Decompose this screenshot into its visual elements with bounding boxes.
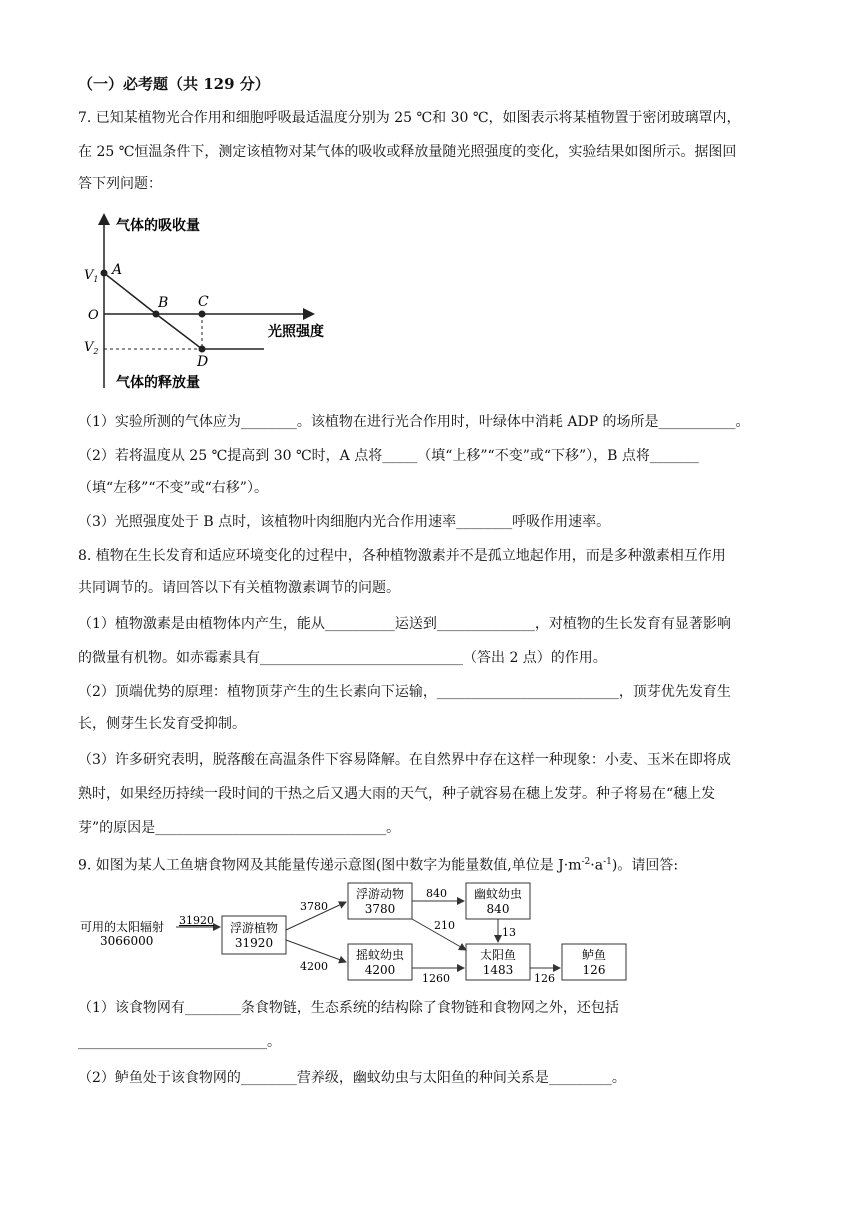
q7-curve <box>104 273 264 349</box>
section-title: （一）必考题（共 129 分） <box>78 75 270 93</box>
q7-sub-2-line-1: （2）若将温度从 25 ℃提高到 30 ℃时，A 点将_____（填“上移”“不变”或“下移”），B 点将_______ <box>78 448 699 464</box>
q9-flow-to-zoo: 3780 <box>300 900 328 913</box>
q9-sub-1-line-1: （1）该食物网有________条食物链，生态系统的结构除了食物链和食物网之外，还包括 <box>78 1000 619 1016</box>
q9-flow-zoo-phantom: 840 <box>426 887 447 900</box>
q8-sub-2-line-1: （2）顶端优势的原理：植物顶芽产生的生长素向下运输，__________________________，顶芽优先发育生 <box>78 684 731 700</box>
q9-node-perch-value: 126 <box>582 963 606 977</box>
q9-node-producer-value: 31920 <box>234 936 274 950</box>
q7-point-d-label: D <box>197 354 209 370</box>
q9-node-phantom-larva-value: 840 <box>486 902 510 916</box>
q7-stem-line-2: 在 25 ℃恒温条件下，测定该植物对某气体的吸收或释放量随光照强度的变化，实验结果如图所示。据图回 <box>78 144 737 160</box>
q7-point-b-label: B <box>158 295 169 311</box>
q7-x-label: 光照强度 <box>268 324 324 340</box>
q9-node-mosquito-larva-name: 摇蚊幼虫 <box>355 948 405 962</box>
q8-sub-3-line-2: 熟时，如果经历持续一段时间的干热之后又遇大雨的天气，种子就容易在穗上发芽。种子将易在“穗上发 <box>78 786 716 802</box>
q9-node-phantom-larva-name: 幽蚊幼虫 <box>473 887 523 901</box>
q7-point-c-label: C <box>198 294 209 310</box>
q9-node-sunfish-name: 太阳鱼 <box>479 948 517 962</box>
q8-sub-3-line-3: 芽”的原因是_________________________________。 <box>78 820 401 836</box>
q7-stem-line-3: 答下列问题： <box>78 176 162 192</box>
q7-v2-label: $V_2$ <box>84 340 99 356</box>
q9-source-value: 3066000 <box>100 934 154 948</box>
q7-sub-3: （3）光照强度处于 B 点时，该植物叶肉细胞内光合作用速率________呼吸作用速率。 <box>78 514 611 530</box>
q9-node-sunfish-value: 1483 <box>482 963 514 977</box>
q8-sub-1-line-2: 的微量有机物。如赤霉素具有_____________________________（答出 2 点）的作用。 <box>78 650 607 666</box>
q7-point-b-dot <box>153 311 160 318</box>
q9-flow-zoo-sun: 210 <box>434 919 455 932</box>
q9-source-arrow-label: 31920 <box>179 914 214 927</box>
q7-point-c-dot <box>199 311 206 318</box>
q7-stem-line-1: 7. 已知某植物光合作用和细胞呼吸最适温度分别为 25 ℃和 30 ℃，如图表示将某植物置于密闭玻璃罩内， <box>78 110 741 126</box>
q9-sub-1-line-2: ___________________________。 <box>78 1034 281 1050</box>
q7-y-top-label: 气体的吸收量 <box>116 218 200 234</box>
q7-point-a-dot <box>101 270 108 277</box>
q9-sub-2: （2）鲈鱼处于该食物网的________营养级，幽蚊幼虫与太阳鱼的种间关系是_________。 <box>78 1070 626 1086</box>
q8-stem-line-1: 8. 植物在生长发育和适应环境变化的过程中，各种植物激素并不是孤立地起作用，而是多种激素相互作用 <box>78 548 726 564</box>
q8-sub-3-line-1: （3）许多研究表明，脱落酸在高温条件下容易降解。在自然界中存在这样一种现象：小麦、玉米在即将成 <box>78 752 731 768</box>
q7-origin-label: O <box>88 308 99 323</box>
q7-y-bottom-label: 气体的释放量 <box>116 375 200 391</box>
q9-flow-sun-perch: 126 <box>534 972 555 985</box>
q7-v1-label: $V_1$ <box>84 268 99 284</box>
q7-sub-1: （1）实验所测的气体应为________。该植物在进行光合作用时，叶绿体中消耗 ADP 的场所是___________。 <box>78 414 750 430</box>
q9-node-producer-name: 浮游植物 <box>229 921 279 935</box>
q8-stem-line-2: 共同调节的。请回答以下有关植物激素调节的问题。 <box>78 580 400 596</box>
q8-sub-1-line-1: （1）植物激素是由植物体内产生，能从__________运送到______________，对植物的生长发育有显著影响 <box>78 616 731 632</box>
q9-flow-to-shake: 4200 <box>300 960 328 973</box>
q9-node-zooplankton-name: 浮游动物 <box>355 887 405 901</box>
q9-arrow-producer-shake <box>286 940 346 962</box>
q9-node-zooplankton-value: 3780 <box>364 902 396 916</box>
q9-node-perch-name: 鲈鱼 <box>581 948 607 962</box>
q7-light-gas-graph <box>80 210 350 395</box>
q9-stem: 9. 如图为某人工鱼塘食物网及其能量传递示意图(图中数字为能量数值,单位是 $J\cdot m^{-2}\cdot a^{-1}$)。请回答: <box>78 857 679 874</box>
q8-sub-2-line-2: 长，侧芽生长发育受抑制。 <box>78 716 246 732</box>
q7-point-d-dot <box>199 346 206 353</box>
q9-source-label: 可用的太阳辐射 <box>80 920 165 934</box>
q9-food-web-diagram <box>76 878 646 988</box>
q9-flow-phantom-sun: 13 <box>502 926 516 939</box>
q9-flow-shake-sun: 1260 <box>422 972 450 985</box>
q9-node-mosquito-larva-value: 4200 <box>364 963 396 977</box>
q7-point-a-label: A <box>112 262 123 278</box>
q7-sub-2-line-2: （填“左移”“不变”或“右移”）。 <box>78 480 268 496</box>
